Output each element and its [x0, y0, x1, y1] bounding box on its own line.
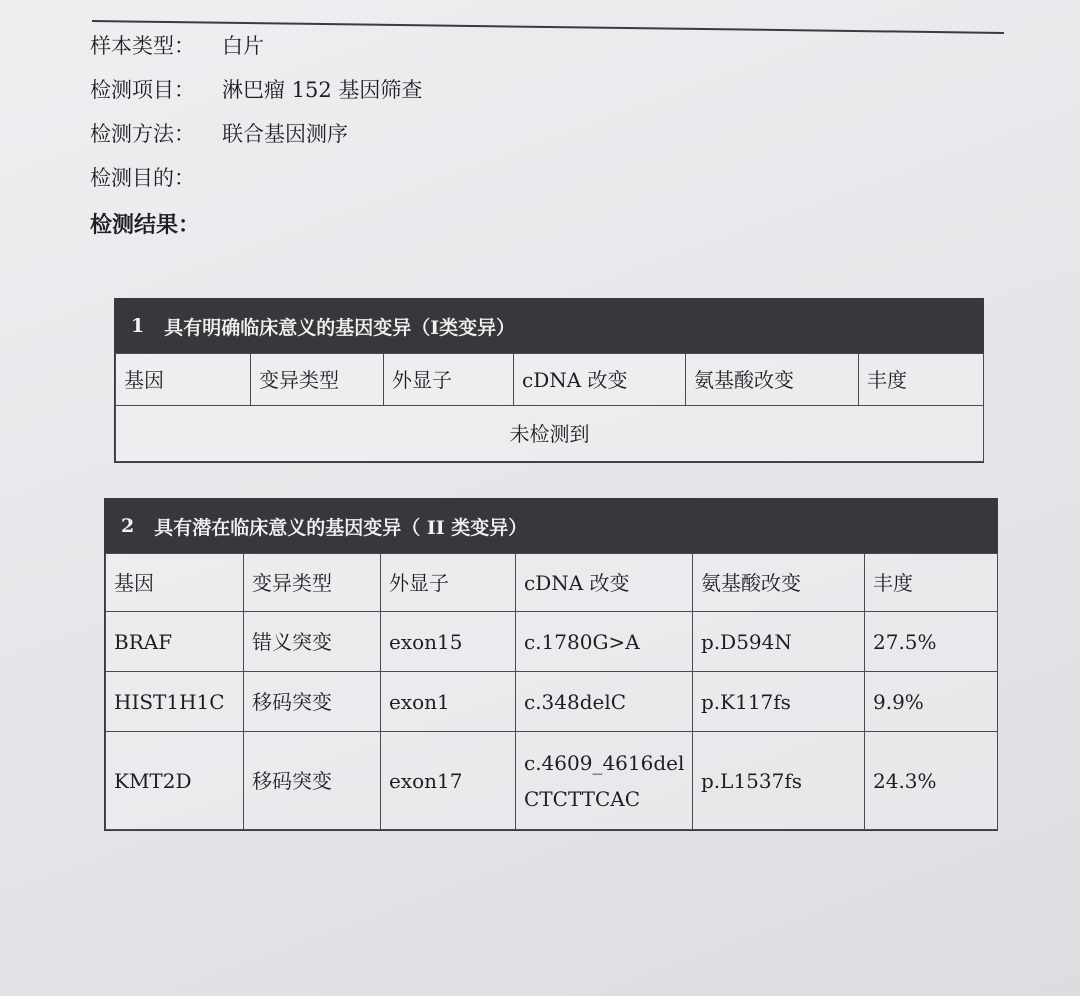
sample-type-value: 白片 [222, 34, 264, 58]
gene-cell: BRAF [106, 612, 244, 672]
exon-cell: exon17 [381, 732, 516, 830]
sample-type-row [90, 30, 264, 60]
col-cdna: cDNA 改变 [514, 354, 686, 406]
cdna-line-2: CTCTTCAC [524, 786, 641, 811]
test-purpose-row [90, 162, 222, 192]
test-method-row [90, 118, 348, 148]
col-exon: 外显子 [384, 354, 514, 406]
variant-type-cell: 移码突变 [244, 672, 381, 732]
col-abundance: 丰度 [865, 554, 998, 612]
test-method-label: 检测方法： [90, 122, 195, 146]
exon-cell: exon1 [381, 672, 516, 732]
gene-cell: KMT2D [106, 732, 244, 830]
col-amino-acid: 氨基酸改变 [693, 554, 865, 612]
table-row [106, 732, 998, 830]
abundance-cell: 27.5% [865, 612, 998, 672]
class1-variants-table [114, 298, 984, 463]
test-item-row [90, 74, 422, 104]
class2-table-header [105, 499, 997, 553]
cdna-cell [516, 732, 693, 830]
class2-number: 2 [121, 515, 135, 537]
class1-table-header [115, 299, 983, 353]
exon-cell: exon15 [381, 612, 516, 672]
class1-column-headers [116, 354, 984, 406]
variant-type-cell: 移码突变 [244, 732, 381, 830]
col-abundance: 丰度 [859, 354, 984, 406]
test-item-label: 检测项目： [90, 78, 195, 102]
variant-type-cell: 错义突变 [244, 612, 381, 672]
abundance-cell: 9.9% [865, 672, 998, 732]
col-cdna: cDNA 改变 [516, 554, 693, 612]
col-gene: 基因 [116, 354, 251, 406]
amino-acid-cell: p.D594N [693, 612, 865, 672]
table-row [106, 672, 998, 732]
class2-variants-table [104, 498, 998, 831]
class2-title: 具有潜在临床意义的基因变异（ II 类变异） [154, 516, 528, 539]
col-variant-type: 变异类型 [244, 554, 381, 612]
amino-acid-cell: p.L1537fs [693, 732, 865, 830]
abundance-cell: 24.3% [865, 732, 998, 830]
col-gene: 基因 [106, 554, 244, 612]
test-item-value: 淋巴瘤 152 基因筛查 [222, 78, 423, 102]
class1-title: 具有明确临床意义的基因变异（I类变异） [164, 316, 516, 339]
cdna-line-1: c.4609_4616del [524, 750, 685, 775]
cdna-cell: c.348delC [516, 672, 693, 732]
results-title: 检测结果： [90, 212, 201, 238]
test-purpose-label: 检测目的： [90, 166, 195, 190]
not-detected-text: 未检测到 [116, 406, 984, 462]
col-amino-acid: 氨基酸改变 [686, 354, 859, 406]
test-method-value: 联合基因测序 [222, 122, 348, 146]
amino-acid-cell: p.K117fs [693, 672, 865, 732]
gene-cell: HIST1H1C [106, 672, 244, 732]
table-row [106, 612, 998, 672]
sample-type-label: 样本类型： [90, 34, 195, 58]
col-exon: 外显子 [381, 554, 516, 612]
class1-number: 1 [131, 315, 145, 337]
cdna-cell: c.1780G>A [516, 612, 693, 672]
col-variant-type: 变异类型 [251, 354, 384, 406]
class1-empty-row [116, 406, 984, 462]
class2-column-headers [106, 554, 998, 612]
